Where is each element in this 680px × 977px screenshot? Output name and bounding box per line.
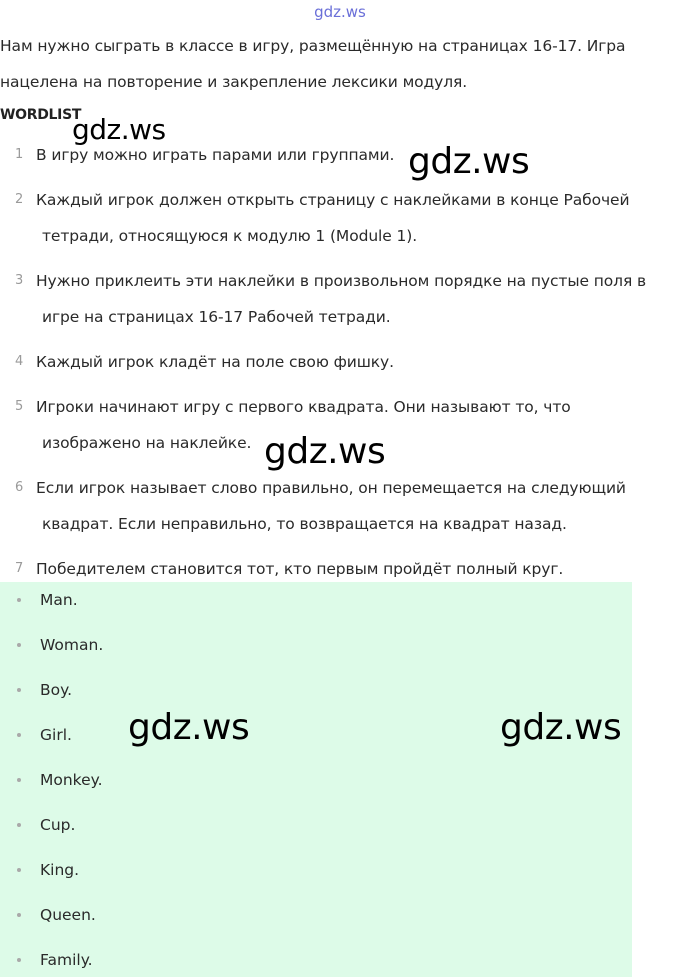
rule-number: 5 [15,399,24,414]
rule-text: игре на страницах 16-17 Рабочей тетради. [42,308,391,326]
rule-item [0,182,676,254]
rule-number: 3 [15,273,24,288]
word-item [0,807,632,852]
bullet-icon [17,868,21,872]
rules-list [0,137,676,596]
rule-text: Игроки начинают игру с первого квадрата. Они называют то, что [36,398,571,416]
watermark: gdz.ws [72,113,166,146]
bullet-icon [17,688,21,692]
rule-item [0,344,676,380]
watermark: gdz.ws [128,707,250,748]
rule-text: Каждый игрок кладёт на поле свою фишку. [36,353,394,371]
rule-text: квадрат. Если неправильно, то возвращается на квадрат назад. [42,515,567,533]
word-text: Family. [40,951,93,969]
rule-text: изображено на наклейке. [42,434,252,452]
word-item [0,852,632,897]
rule-number: 4 [15,354,24,369]
word-text: Girl. [40,726,72,744]
rule-number: 1 [15,147,24,162]
rule-text: Каждый игрок должен открыть страницу с наклейками в конце Рабочей [36,191,630,209]
bullet-icon [17,958,21,962]
word-item [0,627,632,672]
rule-text: тетради, относящуюся к модулю 1 (Module 1). [42,227,418,245]
bullet-icon [17,823,21,827]
word-text: Man. [40,591,78,609]
bullet-icon [17,778,21,782]
watermark: gdz.ws [408,141,530,182]
word-text: Boy. [40,681,73,699]
intro-line: нацелена на повторение и закрепление лексики модуля. [0,73,468,91]
word-text: King. [40,861,80,879]
word-text: Queen. [40,906,96,924]
watermark: gdz.ws [500,707,622,748]
word-item [0,942,632,977]
intro-line: Нам нужно сыграть в классе в игру, размещённую на страницах 16-17. Игра [0,37,626,55]
site-header-link[interactable]: gdz.ws [314,3,366,21]
word-text: Monkey. [40,771,103,789]
word-text: Cup. [40,816,76,834]
rule-item [0,263,676,335]
rule-text: Победителем становится тот, кто первым пройдёт полный круг. [36,560,564,578]
rule-text: Нужно приклеить эти наклейки в произвольном порядке на пустые поля в [36,272,647,290]
rule-text: В игру можно играть парами или группами. [36,146,395,164]
rule-number: 6 [15,480,24,495]
intro-paragraph [0,28,672,100]
bullet-icon [17,598,21,602]
bullet-icon [17,913,21,917]
rule-number: 2 [15,192,24,207]
word-item [0,897,632,942]
rule-item [0,470,676,542]
word-item [0,582,632,627]
bullet-icon [17,733,21,737]
rule-text: Если игрок называет слово правильно, он перемещается на следующий [36,479,626,497]
wordlist [0,582,632,977]
watermark: gdz.ws [264,431,386,472]
bullet-icon [17,643,21,647]
word-text: Woman. [40,636,104,654]
rule-number: 7 [15,561,24,576]
wordlist-title: WORDLIST [0,107,82,123]
word-item [0,762,632,807]
